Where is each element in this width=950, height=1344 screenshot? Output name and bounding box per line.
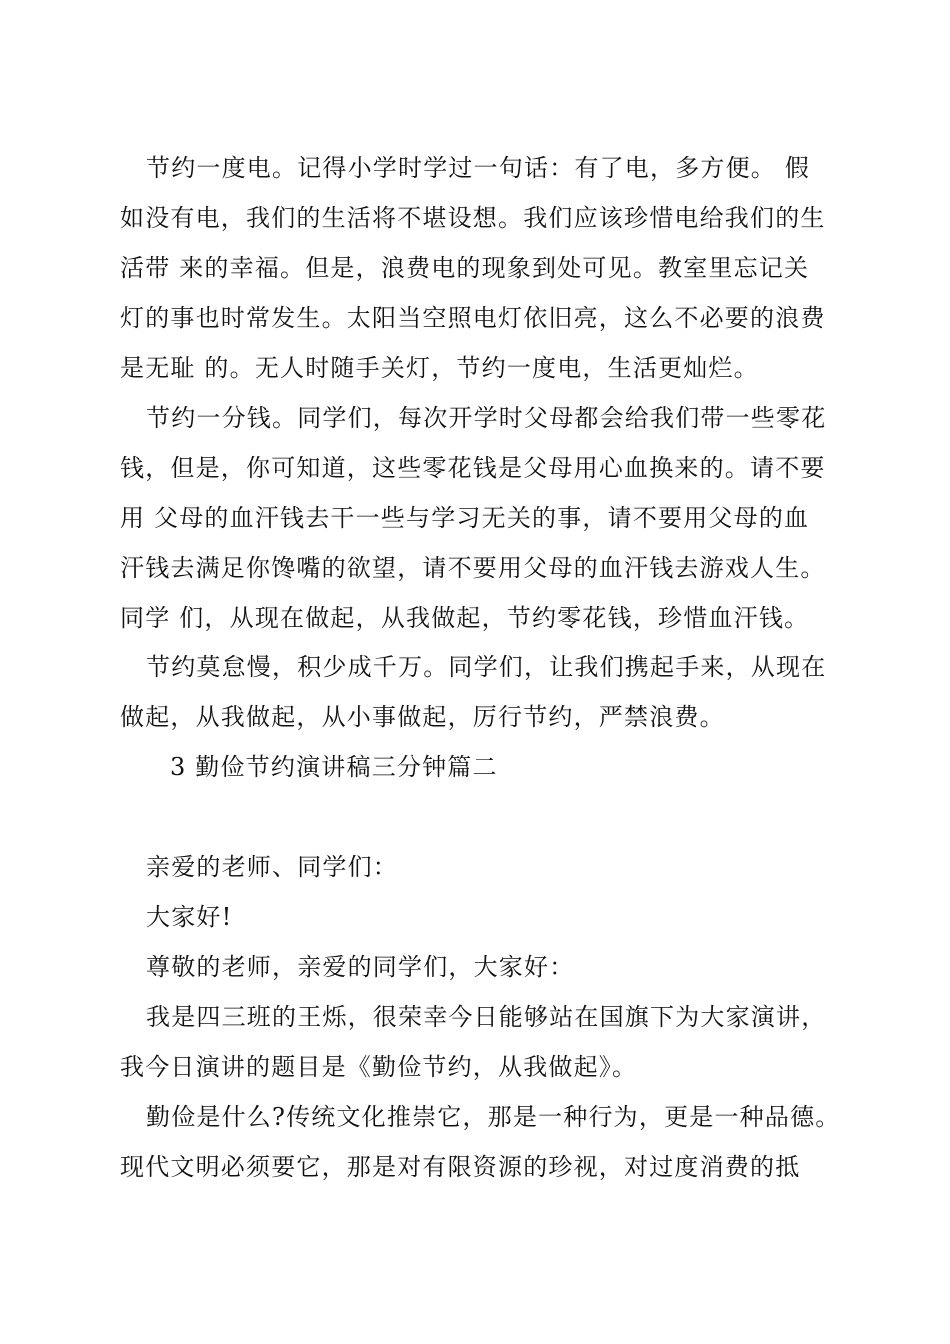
paragraph-2-line-2: 钱，但是，你可知道，这些零花钱是父母用心血换来的。请不要: [120, 454, 826, 482]
section-heading: 3 勤俭节约演讲稿三分钟篇二: [170, 753, 498, 781]
paragraph-2-line-5: 同学 们，从现在做起，从我做起，节约零花钱，珍惜血汗钱。: [120, 604, 810, 632]
paragraph-1-line-1: 节约一度电。记得小学时学过一句话：有了电，多方便。 假: [146, 154, 811, 182]
paragraph-2-line-4: 汗钱去满足你馋嘴的欲望，请不要用父母的血汗钱去游戏人生。: [120, 554, 826, 582]
paragraph-3-line-2: 做起，从我做起，从小事做起，厉行节约，严禁浪费。: [120, 703, 725, 731]
salutation-line: 尊敬的老师，亲爱的同学们，大家好：: [146, 953, 575, 981]
last-paragraph-line-2: 现代文明必须要它，那是对有限资源的珍视，对过度消费的抵: [120, 1153, 801, 1181]
intro-line-2: 我今日演讲的题目是《勤俭节约，从我做起》。: [120, 1053, 638, 1081]
paragraph-3-line-1: 节约莫怠慢，积少成千万。同学们，让我们携起手来，从现在: [146, 653, 827, 681]
paragraph-1-line-4: 灯的事也时常发生。太阳当空照电灯依旧亮，这么不必要的浪费: [120, 304, 826, 332]
paragraph-1-line-2: 如没有电，我们的生活将不堪设想。我们应该珍惜电给我们的生: [120, 204, 826, 232]
greeting-line: 亲爱的老师、同学们：: [146, 853, 398, 881]
paragraph-2-line-1: 节约一分钱。同学们，每次开学时父母都会给我们带一些零花: [146, 404, 827, 432]
paragraph-1-line-3: 活带 来的幸福。但是，浪费电的现象到处可见。教室里忘记关: [120, 254, 810, 282]
paragraph-1-line-5: 是无耻 的。无人时随手关灯，节约一度电，生活更灿烂。: [120, 354, 759, 382]
intro-line-1: 我是四三班的王烁，很荣幸今日能够站在国旗下为大家演讲，: [146, 1003, 827, 1031]
last-paragraph-line-1: 勤俭是什么?传统文化推崇它，那是一种行为，更是一种品德。: [146, 1103, 841, 1131]
paragraph-2-line-3: 用 父母的血汗钱去干一些与学习无关的事，请不要用父母的血: [120, 504, 810, 532]
hello-line: 大家好!: [146, 903, 233, 931]
